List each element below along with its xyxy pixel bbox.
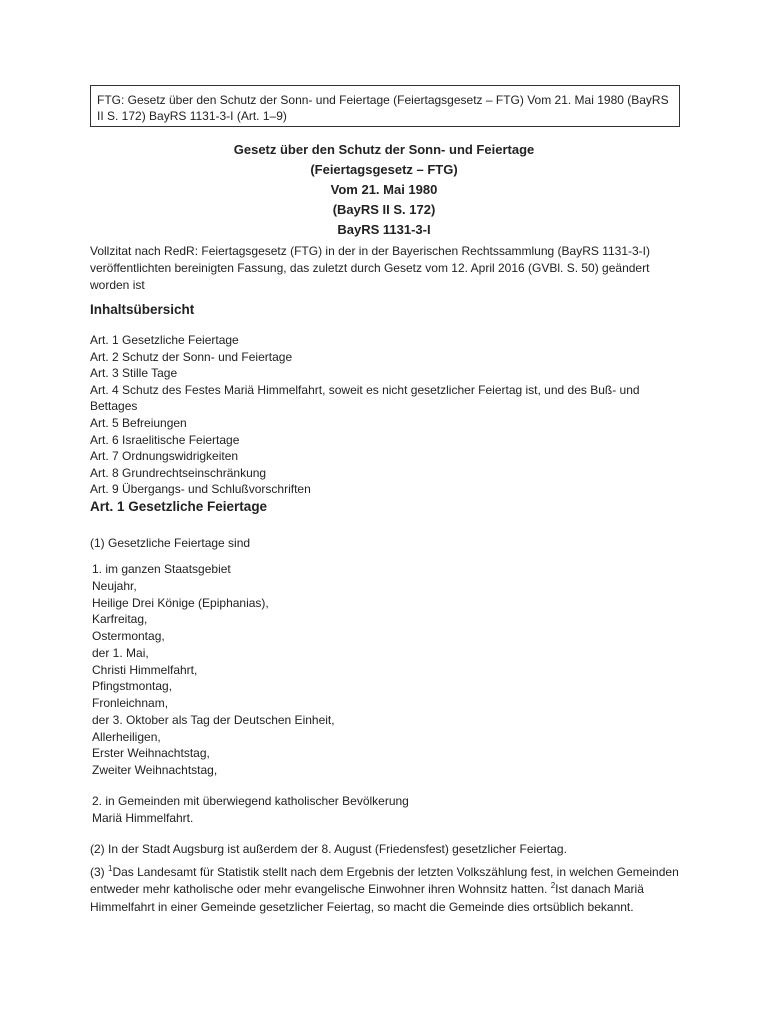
toc-item: Art. 2 Schutz der Sonn- und Feiertage: [90, 349, 293, 364]
list-item: Heilige Drei Könige (Epiphanias),: [92, 595, 269, 610]
paragraph-3-sentence-1: Das Landesamt für Statistik stellt nach dem Ergebnis der letzten Volkszählung fest, in welchen Gemeinden entweder mehr katholische oder mehr evangelische Einwohner ihren Wohnsitz hatten.: [90, 865, 679, 897]
list-item: Mariä Himmelfahrt.: [92, 810, 194, 825]
document-title: [90, 140, 678, 240]
title-line: Gesetz über den Schutz der Sonn- und Feiertage: [233, 142, 535, 157]
toc-item: Art. 1 Gesetzliche Feiertage: [90, 333, 239, 347]
list-item: Karfreitag,: [92, 612, 148, 627]
toc-item: Art. 4 Schutz des Festes Mariä Himmelfahrt, soweit es nicht gesetzlicher Feiertag ist, und des Buß- und Bettages: [90, 382, 640, 414]
toc-item: Art. 7 Ordnungswidrigkeiten: [90, 449, 239, 464]
paragraph-3: [90, 864, 680, 916]
list-item: Pfingstmontag,: [92, 679, 173, 694]
paragraph-3-prefix: (3): [90, 865, 108, 879]
vollzitat-text: Vollzitat nach RedR: Feiertagsgesetz (FTG) in der in der Bayerischen Rechtssammlung (BayRS 1131-3-I) veröffentlichten bereinigten Fassung, das zuletzt durch Gesetz vom 12. April 2016 (GVBl. S. 50) geändert worden ist: [90, 244, 651, 292]
toc-item: Art. 5 Befreiungen: [90, 415, 187, 430]
list-item: Ostermontag,: [92, 629, 165, 643]
list-item: 2. in Gemeinden mit überwiegend katholischer Bevölkerung: [92, 794, 409, 808]
paragraph-1: (1) Gesetzliche Feiertage sind: [90, 536, 251, 550]
list-item: Zweiter Weihnachtstag,: [92, 763, 218, 777]
toc-item: Art. 9 Übergangs- und Schlußvorschriften: [90, 482, 311, 497]
title-line: BayRS 1131-3-I: [337, 222, 431, 237]
list-item: Christi Himmelfahrt,: [92, 662, 198, 677]
title-line: (Feiertagsgesetz – FTG): [310, 162, 458, 177]
toc-item: Art. 6 Israelitische Feiertage: [90, 432, 240, 447]
document-header-box: FTG: Gesetz über den Schutz der Sonn- und Feiertage (Feiertagsgesetz – FTG) Vom 21. Mai 1980 (BayRS II S. 172) BayRS 1131-3-I (Art. 1–9): [90, 85, 680, 127]
list-item: Erster Weihnachtstag,: [92, 746, 210, 761]
toc-heading: Inhaltsübersicht: [90, 302, 195, 317]
sentence-number: 1: [108, 864, 113, 873]
list-item: der 3. Oktober als Tag der Deutschen Einheit,: [92, 712, 335, 727]
sentence-number: 2: [550, 881, 556, 891]
table-of-contents: [90, 332, 680, 498]
title-line: (BayRS II S. 172): [332, 202, 436, 217]
list-item: Neujahr,: [92, 578, 137, 593]
list-item: Allerheiligen,: [92, 729, 161, 744]
paragraph-3-sentence-2: Ist danach Mariä Himmelfahrt in einer Gemeinde gesetzlicher Feiertag, so macht die Gemeinde dies ortsüblich bekannt.: [90, 882, 644, 914]
list-item: der 1. Mai,: [92, 645, 149, 660]
list-item: 1. im ganzen Staatsgebiet: [92, 562, 231, 576]
title-line: Vom 21. Mai 1980: [330, 182, 438, 197]
holiday-list-statewide: [92, 561, 682, 779]
toc-item: Art. 3 Stille Tage: [90, 366, 178, 381]
holiday-list-catholic: [92, 793, 682, 826]
paragraph-2: (2) In der Stadt Augsburg ist außerdem der 8. August (Friedensfest) gesetzlicher Feiertag.: [90, 842, 567, 856]
article-1-heading: Art. 1 Gesetzliche Feiertage: [90, 499, 268, 514]
toc-item: Art. 8 Grundrechtseinschränkung: [90, 465, 267, 480]
list-item: Fronleichnam,: [92, 696, 169, 710]
